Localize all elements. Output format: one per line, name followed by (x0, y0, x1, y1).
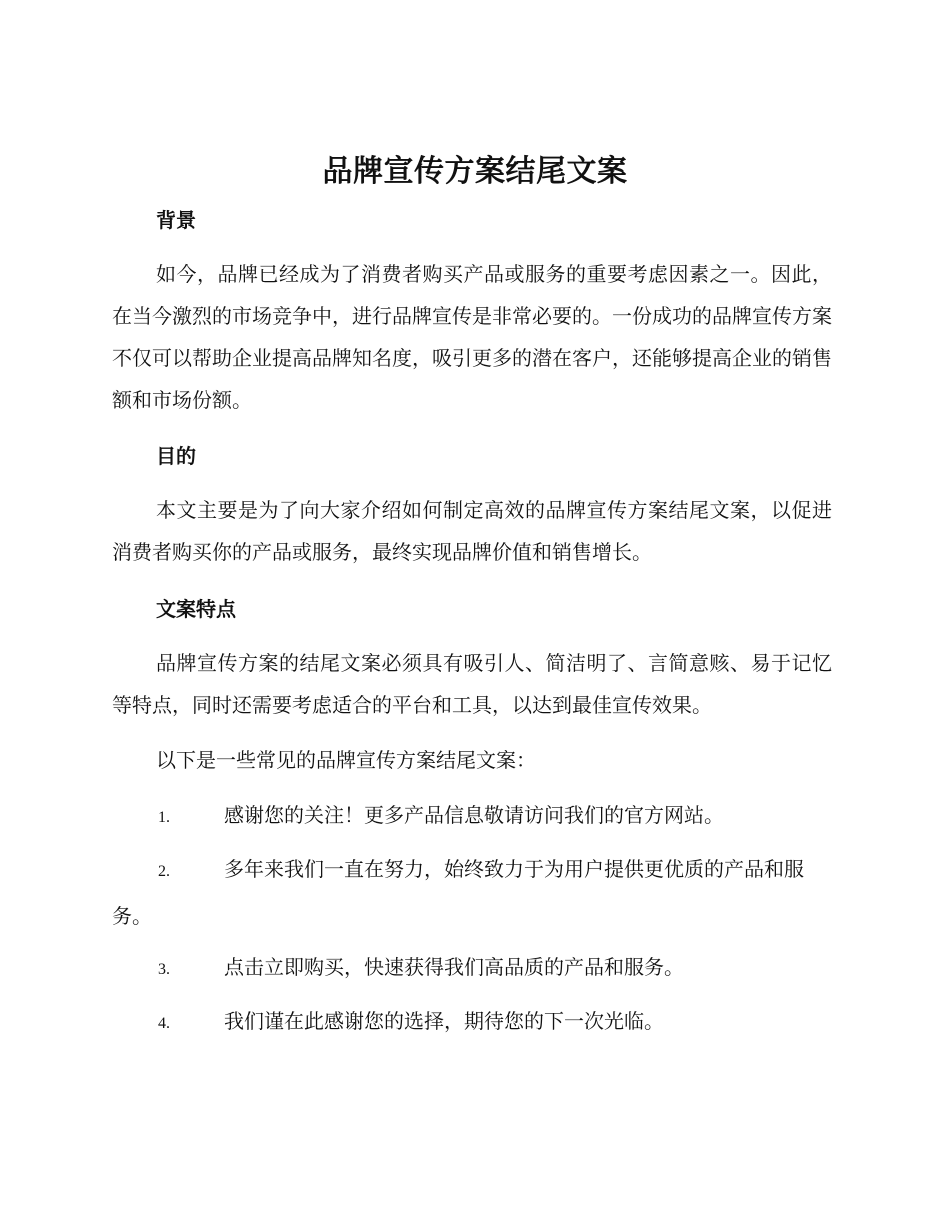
list-item-number: 3. (158, 961, 170, 978)
section-paragraph-purpose: 本文主要是为了向大家介绍如何制定高效的品牌宣传方案结尾文案，以促进消费者购买你的产品或服务，最终实现品牌价值和销售增长。 (112, 498, 832, 564)
section-heading-background: 背景 (156, 208, 196, 232)
list-item (112, 847, 832, 939)
list-item (112, 945, 832, 992)
list-item-text: 感谢您的关注！更多产品信息敬请访问我们的官方网站。 (224, 803, 724, 827)
list-item-text: 多年来我们一直在努力，始终致力于为用户提供更优质的产品和服务。 (112, 857, 804, 928)
list-item-text: 点击立即购买，快速获得我们高品质的产品和服务。 (224, 955, 684, 979)
list-item (112, 999, 832, 1046)
list-item-number: 1. (158, 809, 170, 826)
list-item-text: 我们谨在此感谢您的选择，期待您的下一次光临。 (224, 1009, 664, 1033)
section-heading-features: 文案特点 (156, 597, 236, 621)
section-heading-purpose: 目的 (156, 444, 196, 468)
document-title: 品牌宣传方案结尾文案 (322, 154, 628, 189)
list-intro: 以下是一些常见的品牌宣传方案结尾文案： (156, 748, 536, 772)
list-item (112, 793, 832, 840)
section-paragraph-features: 品牌宣传方案的结尾文案必须具有吸引人、简洁明了、言简意赅、易于记忆等特点，同时还需要考虑适合的平台和工具，以达到最佳宣传效果。 (112, 651, 832, 717)
list-item-number: 4. (158, 1015, 170, 1032)
section-paragraph-background: 如今，品牌已经成为了消费者购买产品或服务的重要考虑因素之一。因此，在当今激烈的市场竞争中，进行品牌宣传是非常必要的。一份成功的品牌宣传方案不仅可以帮助企业提高品牌知名度，吸引更多的潜在客户，还能够提高企业的销售额和市场份额。 (112, 262, 832, 412)
list-item-number: 2. (158, 863, 170, 880)
